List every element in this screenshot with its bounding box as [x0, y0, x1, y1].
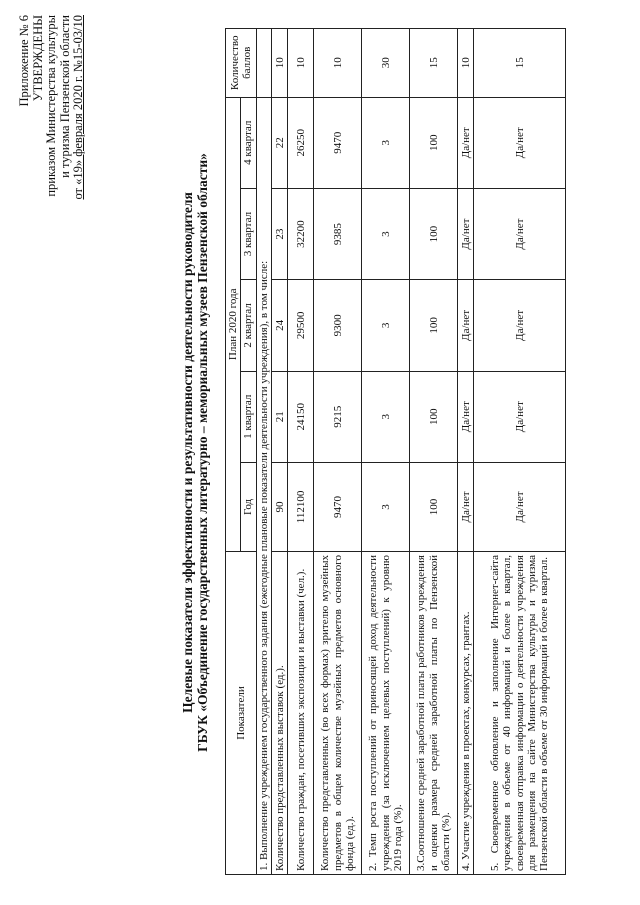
score-cell: 10: [314, 29, 362, 98]
indicator-cell: Количество представленных (во всех формах) зрителю музейных предметов в общем количестве музейных предметов основного фонда (ед.).: [314, 552, 362, 875]
year-cell: 9470: [314, 462, 362, 551]
q3-cell: Да/нет: [474, 188, 566, 279]
indicators-table: [225, 28, 566, 875]
col-plan-header: План 2020 года: [226, 97, 241, 551]
q1-cell: 9215: [314, 371, 362, 462]
year-cell: 100: [410, 462, 458, 551]
q1-cell: Да/нет: [474, 371, 566, 462]
table-row: [314, 29, 362, 875]
q3-cell: 3: [362, 188, 410, 279]
score-cell: 10: [458, 29, 474, 98]
year-cell: 90: [272, 462, 288, 551]
approval-header: [18, 15, 86, 215]
title-line-2: ГБУК «Объединение государственных литературно – мемориальных музеев Пензенской области»: [195, 153, 210, 752]
section-1-score: [256, 29, 271, 98]
q3-cell: 23: [272, 188, 288, 279]
q4-cell: Да/нет: [458, 97, 474, 188]
col-q2-header: 2 квартал: [241, 280, 256, 371]
q2-cell: Да/нет: [474, 280, 566, 371]
q2-cell: 100: [410, 280, 458, 371]
indicator-cell: 5. Своевременное обновление и заполнение Интернет-сайта учреждения в объеме от 40 информаций и более в квартал, своевременная отправка информации о деятельности учреждения для размещения на сайте Министерства культуры и туризма Пензенской области в объеме от 30 информаций и более в квартал.: [474, 552, 566, 875]
score-cell: 10: [288, 29, 314, 98]
indicator-cell: Количество представленных выставок (ед.).: [272, 552, 288, 875]
q4-cell: 100: [410, 97, 458, 188]
q1-cell: 3: [362, 371, 410, 462]
table-body: [272, 29, 566, 875]
q3-cell: 32200: [288, 188, 314, 279]
col-q3-header: 3 квартал: [241, 188, 256, 279]
table-row: [474, 29, 566, 875]
table-row: [362, 29, 410, 875]
section-row: [256, 29, 271, 875]
col-year-header: Год: [241, 462, 256, 551]
q4-cell: 3: [362, 97, 410, 188]
order-date: от «19» февраля 2020 г. №15-03/10: [71, 15, 86, 200]
indicator-cell: 4. Участие учреждения в проектах, конкурсах, грантах.: [458, 552, 474, 875]
q1-cell: 24150: [288, 371, 314, 462]
indicator-cell: Количество граждан, посетивших экспозиции и выставки (чел.).: [288, 552, 314, 875]
q3-cell: Да/нет: [458, 188, 474, 279]
q2-cell: 9300: [314, 280, 362, 371]
score-cell: 15: [474, 29, 566, 98]
q1-cell: 100: [410, 371, 458, 462]
score-cell: 30: [362, 29, 410, 98]
score-cell: 15: [410, 29, 458, 98]
ministry-line: и туризма Пензенской области: [57, 15, 72, 178]
q4-cell: Да/нет: [474, 97, 566, 188]
table-header-row: [226, 29, 241, 875]
col-q4-header: 4 квартал: [241, 97, 256, 188]
year-cell: 3: [362, 462, 410, 551]
table-row: [272, 29, 288, 875]
year-cell: Да/нет: [458, 462, 474, 551]
order-line: приказом Министерства культуры: [44, 15, 59, 197]
score-cell: 10: [272, 29, 288, 98]
document-title: [180, 30, 210, 875]
q3-cell: 100: [410, 188, 458, 279]
year-cell: 112100: [288, 462, 314, 551]
title-line-1: Целевые показатели эффективности и результативности деятельности руководителя: [180, 192, 195, 713]
col-q1-header: 1 квартал: [241, 371, 256, 462]
appendix-number: Приложение № 6: [17, 15, 31, 107]
q1-cell: 21: [272, 371, 288, 462]
section-1-label: 1. Выполнение учреждением государственного задания (ежегодные плановые показатели деятельности учреждения), в том числе:: [256, 97, 271, 874]
q2-cell: 29500: [288, 280, 314, 371]
indicator-cell: 3.Соотношение средней заработной платы работников учреждения и оценки размера средней заработной платы по Пензенской области (%).: [410, 552, 458, 875]
q4-cell: 22: [272, 97, 288, 188]
q3-cell: 9385: [314, 188, 362, 279]
approved-label: УТВЕРЖДЕНЫ: [30, 15, 45, 102]
col-indicators-header: Показатели: [226, 552, 257, 875]
q2-cell: 24: [272, 280, 288, 371]
table-row: [458, 29, 474, 875]
year-cell: Да/нет: [474, 462, 566, 551]
table-row: [288, 29, 314, 875]
q4-cell: 26250: [288, 97, 314, 188]
table-row: [410, 29, 458, 875]
q1-cell: Да/нет: [458, 371, 474, 462]
q4-cell: 9470: [314, 97, 362, 188]
q2-cell: Да/нет: [458, 280, 474, 371]
indicator-cell: 2. Темп роста поступлений от приносящей доход деятельности учреждения (за исключением целевых поступлений) к уровню 2019 года (%).: [362, 552, 410, 875]
col-score-header: Количество баллов: [226, 29, 257, 98]
q2-cell: 3: [362, 280, 410, 371]
